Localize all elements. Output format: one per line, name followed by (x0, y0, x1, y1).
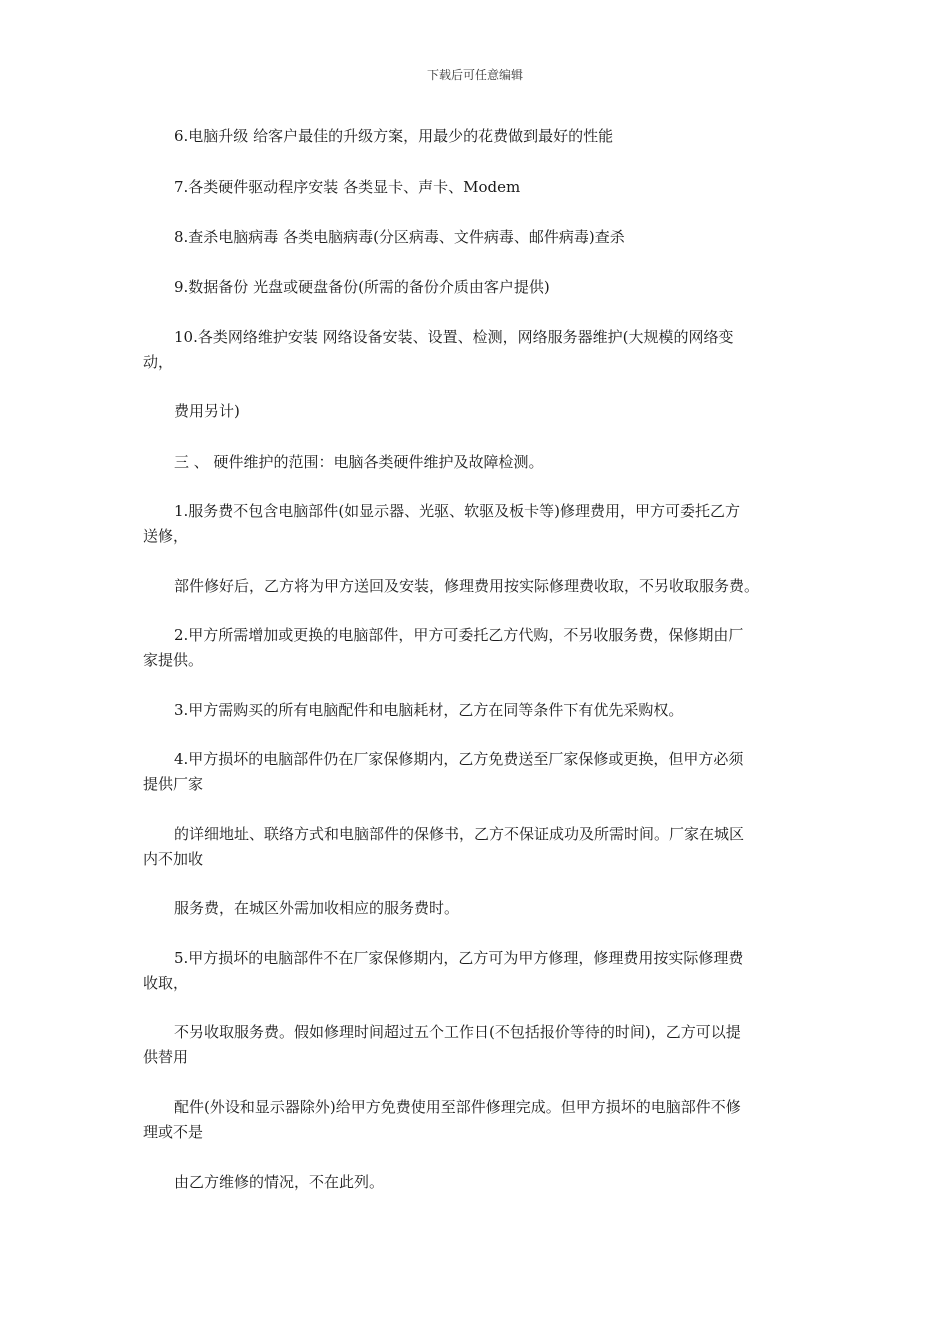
item-1-continuation: 部件修好后，乙方将为甲方送回及安装，修理费用按实际修理费收取，不另收取服务费。 (174, 577, 760, 595)
paragraph-6: 6.电脑升级 给客户最佳的升级方案，用最少的花费做到最好的性能 (174, 127, 614, 145)
item-2-line2: 家提供。 (143, 651, 204, 669)
paragraph-10-line2: 动， (143, 353, 174, 371)
item-4-cont1-line1: 的详细地址、联络方式和电脑部件的保修书，乙方不保证成功及所需时间。厂家在城区 (174, 825, 745, 843)
item-5-line2: 收取， (143, 974, 189, 992)
item-4-cont2: 服务费，在城区外需加收相应的服务费时。 (174, 899, 460, 917)
item-1-line1: 1.服务费不包含电脑部件(如显示器、光驱、软驱及板卡等)修理费用，甲方可委托乙方 (174, 502, 741, 520)
paragraph-10-continuation: 费用另计) (174, 402, 240, 420)
item-5-cont1-line1: 不另收取服务费。假如修理时间超过五个工作日(不包括报价等待的时间)，乙方可以提 (174, 1023, 741, 1041)
section-heading-hardware: 三 、 硬件维护的范围：电脑各类硬件维护及故障检测。 (174, 453, 544, 471)
paragraph-7: 7.各类硬件驱动程序安装 各类显卡、声卡、Modem (174, 178, 521, 196)
paragraph-9: 9.数据备份 光盘或硬盘备份(所需的备份介质由客户提供) (174, 278, 550, 296)
item-2-line1: 2.甲方所需增加或更换的电脑部件，甲方可委托乙方代购，不另收服务费，保修期由厂 (174, 626, 744, 644)
item-5-cont3: 由乙方维修的情况，不在此列。 (174, 1173, 385, 1191)
item-5-cont2-line2: 理或不是 (143, 1123, 204, 1141)
paragraph-10-line1: 10.各类网络维护安装 网络设备安装、设置、检测，网络服务器维护(大规模的网络变 (174, 328, 734, 346)
item-5-line1: 5.甲方损坏的电脑部件不在厂家保修期内，乙方可为甲方修理，修理费用按实际修理费 (174, 949, 744, 967)
item-4-line1: 4.甲方损坏的电脑部件仍在厂家保修期内，乙方免费送至厂家保修或更换，但甲方必须 (174, 750, 744, 768)
paragraph-8: 8.查杀电脑病毒 各类电脑病毒(分区病毒、文件病毒、邮件病毒)查杀 (174, 228, 625, 246)
item-1-line2: 送修， (143, 527, 189, 545)
item-5-cont1-line2: 供替用 (143, 1048, 189, 1066)
item-5-cont2-line1: 配件(外设和显示器除外)给甲方免费使用至部件修理完成。但甲方损坏的电脑部件不修 (174, 1098, 741, 1116)
item-3: 3.甲方需购买的所有电脑配件和电脑耗材，乙方在同等条件下有优先采购权。 (174, 701, 684, 719)
page-header-note: 下载后可任意编辑 (426, 68, 523, 82)
item-4-cont1-line2: 内不加收 (143, 850, 204, 868)
item-4-line2: 提供厂家 (143, 775, 204, 793)
